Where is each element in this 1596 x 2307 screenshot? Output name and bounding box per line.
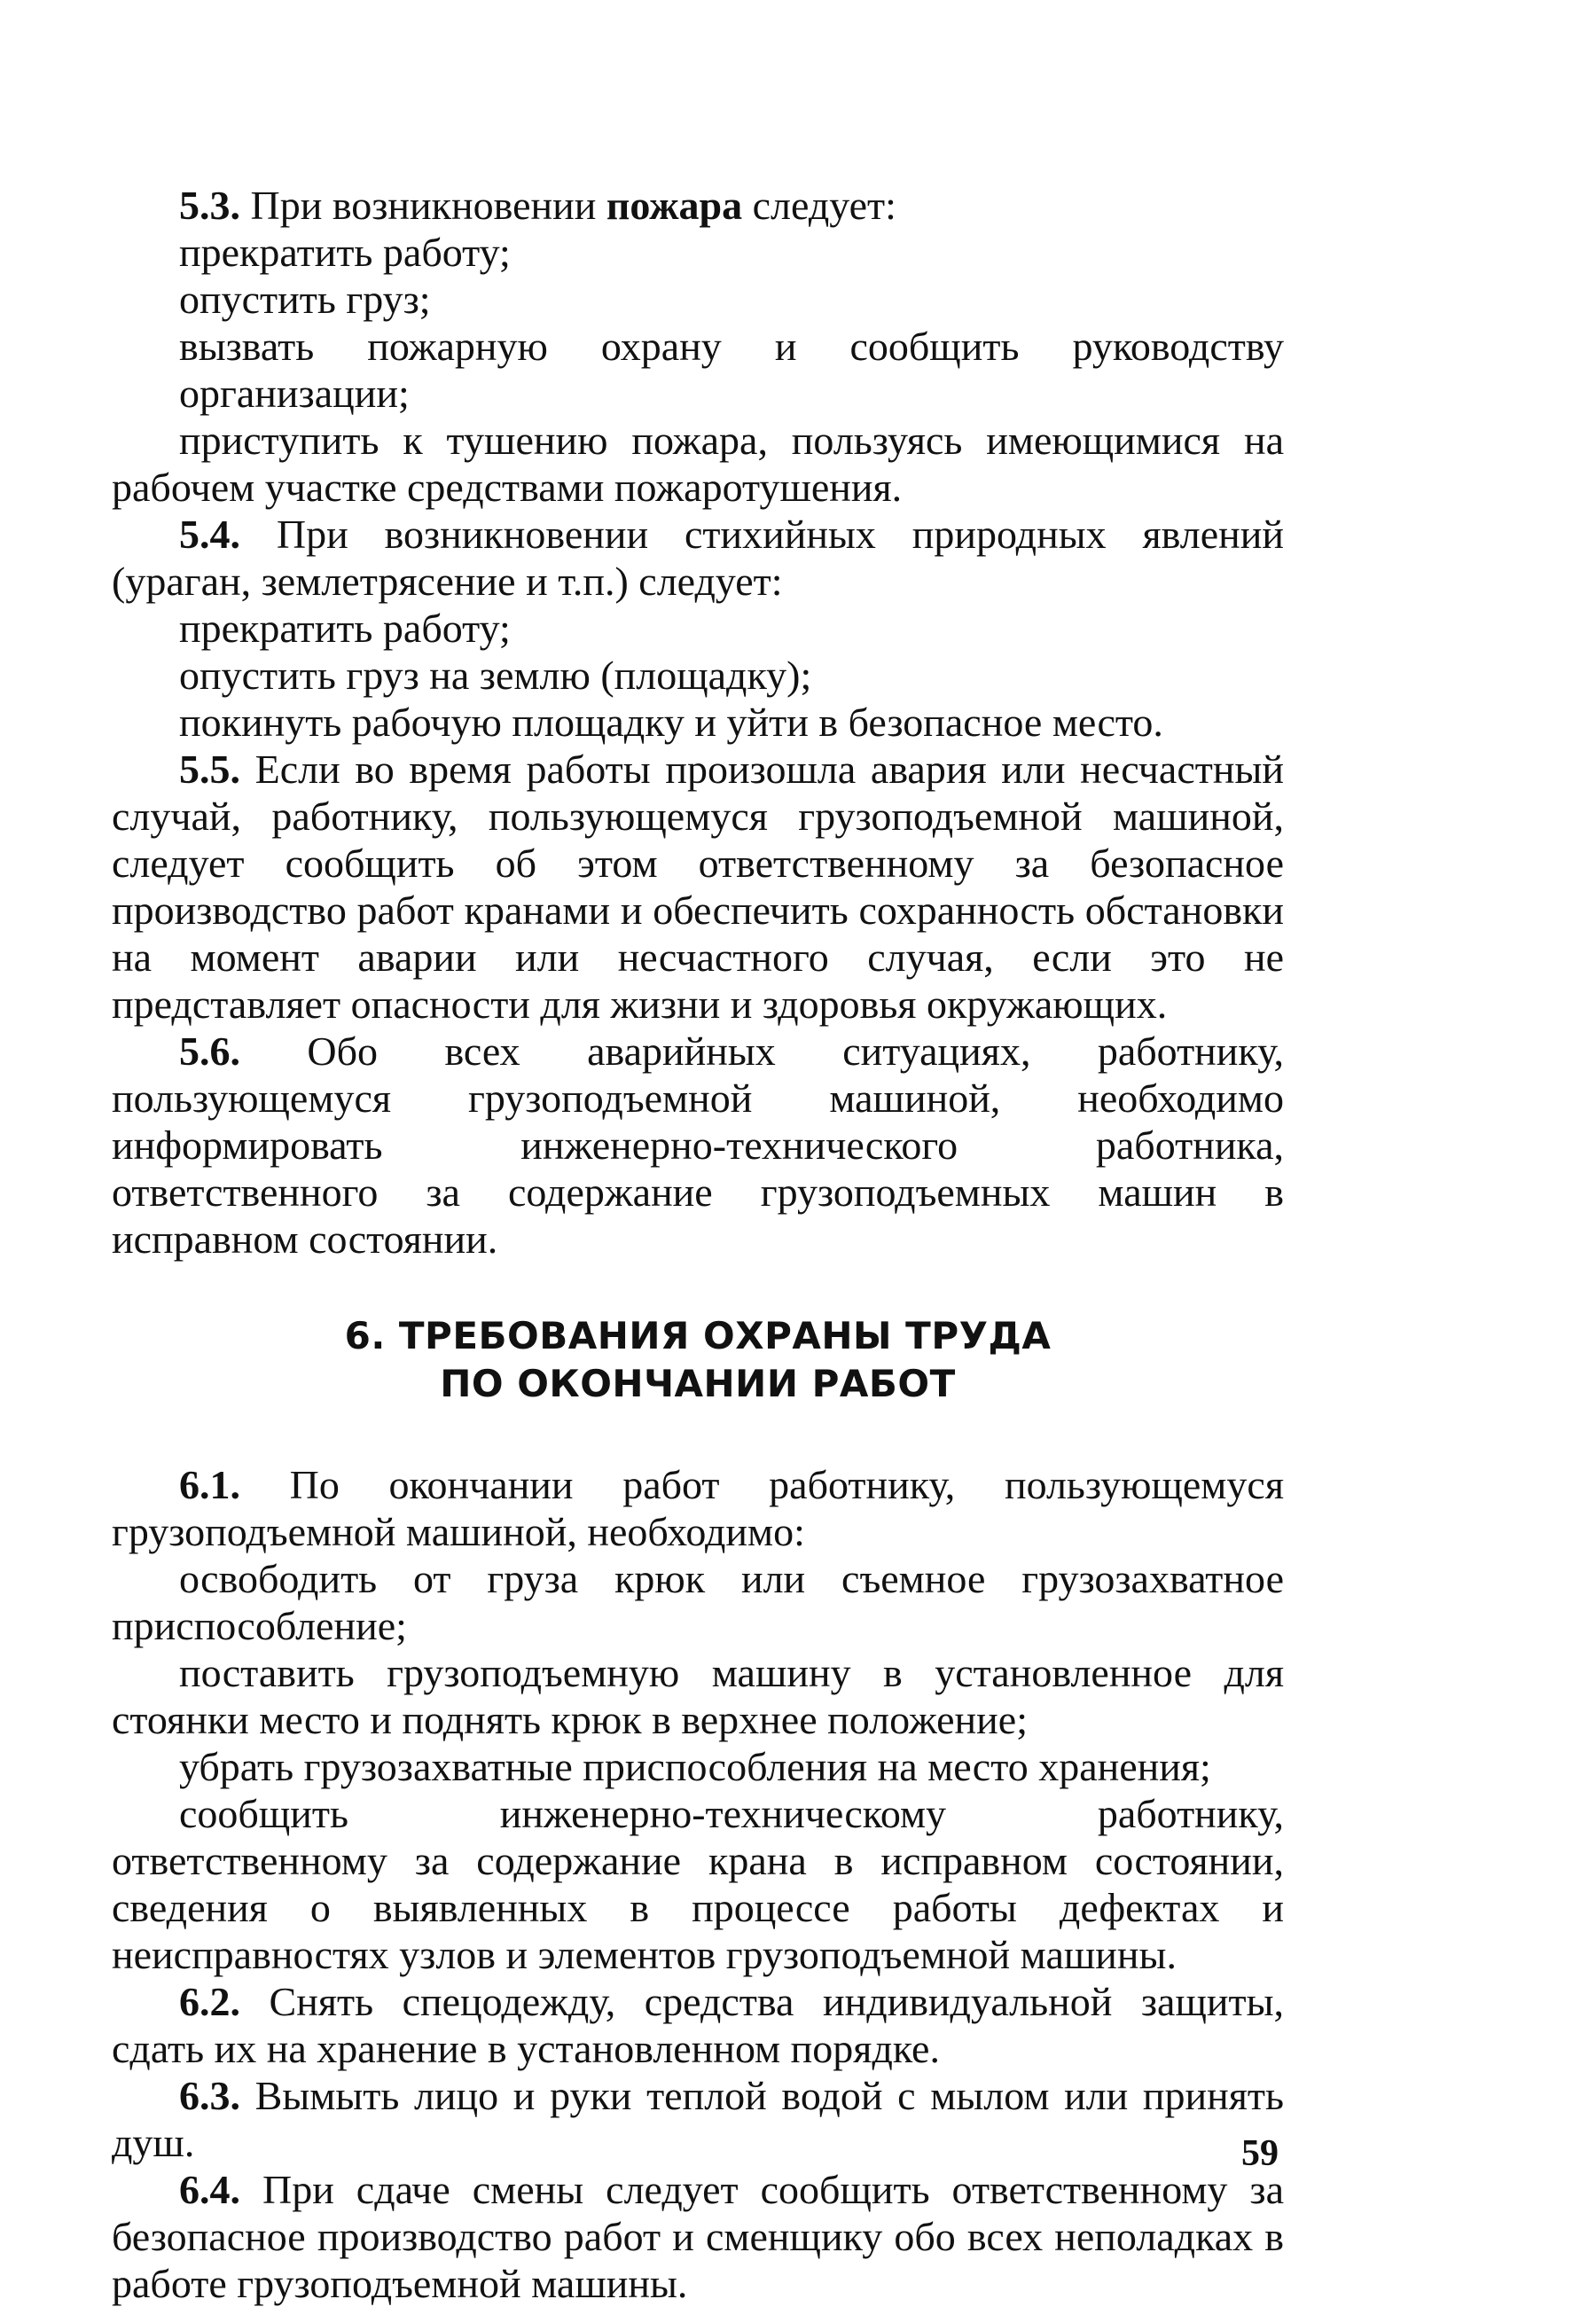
list-item: опустить груз; — [179, 277, 431, 322]
paragraph-6-3 — [112, 2072, 1284, 2166]
clause-number: 5.6. — [179, 1028, 240, 1074]
list-item: сообщить инженерно-техническому работнику, ответственному за содержание крана в исправном состоянии, сведения о выявленных в процессе работы дефектах и неисправностях узлов и элементов грузоподъемной машины. — [112, 1791, 1284, 1977]
clause-text: Снять спецодежду, средства индивидуальной защиты, сдать их на хранение в установленном порядке. — [112, 1979, 1284, 2071]
heading-line: 6. ТРЕБОВАНИЯ ОХРАНЫ ТРУДА — [344, 1314, 1052, 1357]
paragraph-5-4 — [112, 511, 1284, 605]
list-item: покинуть рабочую площадку и уйти в безопасное место. — [179, 700, 1163, 745]
clause-number: 6.4. — [179, 2167, 240, 2212]
clause-text: Вымыть лицо и руки теплой водой с мылом или принять душ. — [112, 2073, 1284, 2165]
clause-number: 6.1. — [179, 1462, 240, 1507]
clause-text: При возникновении стихийных природных явлений (ураган, землетрясение и т.п.) следует: — [112, 512, 1284, 604]
list-item: вызвать пожарную охрану и сообщить руководству организации; — [179, 324, 1284, 416]
paragraph-6-4 — [112, 2166, 1284, 2307]
clause-text: Если во время работы произошла авария или несчастный случай, работнику, пользующемуся грузоподъемной машиной, следует сообщить об этом ответственному за безопасное производство работ кранами и обеспечить сохранность обстановки на момент аварии или несчастного случая, если это не представляет опасности для жизни и здоровья окружающих. — [112, 747, 1284, 1027]
clause-number: 5.5. — [179, 747, 240, 792]
clause-number: 5.4. — [179, 512, 240, 557]
list-item: убрать грузозахватные приспособления на место хранения; — [179, 1744, 1211, 1789]
bold-word: пожара — [606, 183, 743, 228]
list-item: поставить грузоподъемную машину в установленное для стоянки место и поднять крюк в верхнее положение; — [112, 1650, 1284, 1742]
list-item: освободить от груза крюк или съемное грузозахватное приспособление; — [112, 1556, 1284, 1648]
list-item: приступить к тушению пожара, пользуясь имеющимися на рабочем участке средствами пожаротушения. — [112, 418, 1284, 510]
paragraph-5-3 — [112, 182, 1284, 229]
paragraph-6-1 — [112, 1461, 1284, 1555]
clause-text: следует: — [742, 183, 896, 228]
clause-number: 6.3. — [179, 2073, 240, 2118]
clause-number: 5.3. — [179, 183, 240, 228]
list-item: прекратить работу; — [179, 230, 511, 275]
list-item: опустить груз на землю (площадку); — [179, 653, 812, 698]
page-number: 59 — [1241, 2133, 1279, 2174]
clause-text: При возникновении — [240, 183, 606, 228]
clause-text: При сдаче смены следует сообщить ответственному за безопасное производство работ и сменщику обо всех неполадках в работе грузоподъемной машины. — [112, 2167, 1284, 2306]
clause-text: Обо всех аварийных ситуациях, работнику, пользующемуся грузоподъемной машиной, необходимо информировать инженерно-технического работника, ответственного за содержание грузоподъемных машин в исправном состоянии. — [112, 1028, 1284, 1262]
document-page — [112, 182, 1284, 2307]
clause-text: По окончании работ работнику, пользующемуся грузоподъемной машиной, необходимо: — [112, 1462, 1284, 1554]
list-item: прекратить работу; — [179, 606, 511, 651]
heading-line: ПО ОКОНЧАНИИ РАБОТ — [440, 1362, 956, 1405]
paragraph-5-5 — [112, 746, 1284, 1028]
paragraph-5-6 — [112, 1028, 1284, 1263]
section-heading — [112, 1312, 1284, 1408]
clause-number: 6.2. — [179, 1979, 240, 2024]
paragraph-6-2 — [112, 1978, 1284, 2072]
